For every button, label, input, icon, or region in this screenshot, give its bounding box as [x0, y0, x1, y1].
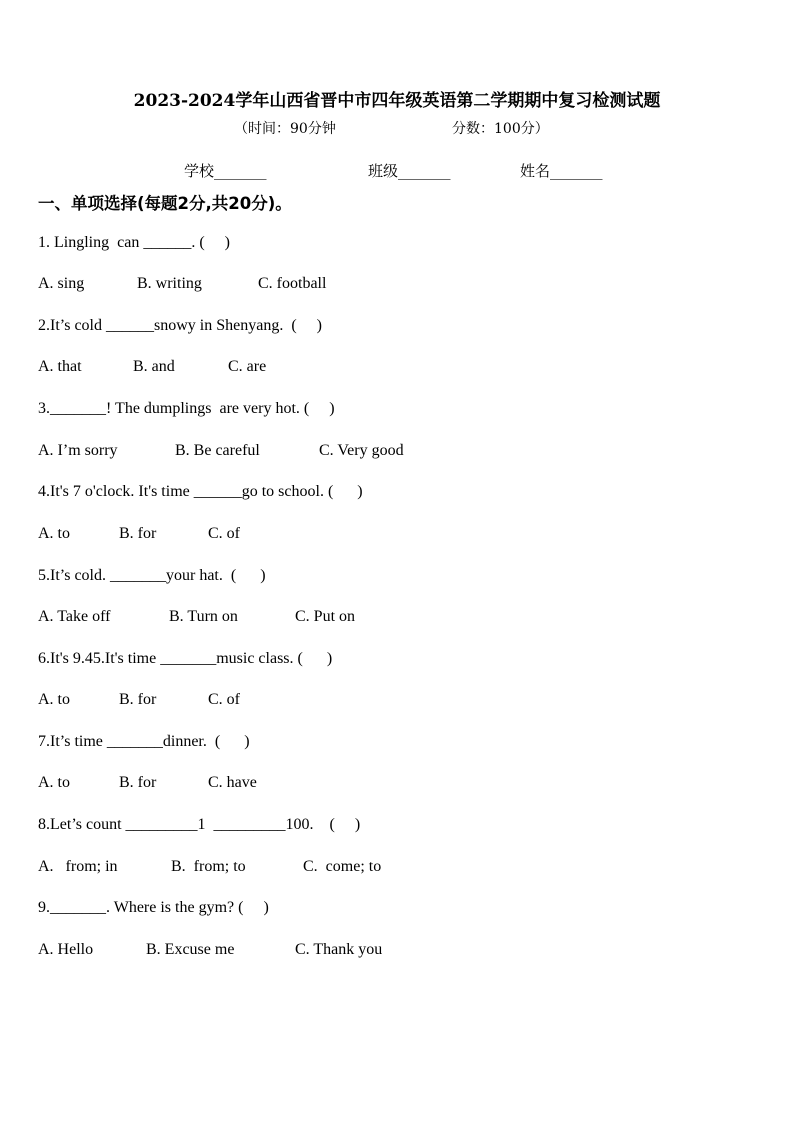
- options-8: [38, 858, 538, 880]
- option-b: B. Excuse me: [146, 941, 235, 958]
- options-3: [38, 442, 538, 464]
- option-a: A. to: [38, 525, 70, 542]
- question-7: 7.It’s time _______dinner. ( ): [38, 733, 250, 750]
- question-5: 5.It’s cold. _______your hat. ( ): [38, 567, 266, 584]
- options-1: [38, 275, 538, 297]
- question-8: 8.Let’s count _________1 _________100. ( ): [38, 816, 361, 833]
- option-c: C. Put on: [295, 608, 356, 625]
- option-b: B. for: [119, 691, 157, 708]
- options-5: [38, 608, 538, 630]
- option-a: A. Take off: [38, 608, 111, 625]
- options-4: [38, 525, 538, 547]
- question-2: 2.It’s cold ______snowy in Shenyang. ( ): [38, 317, 322, 334]
- options-7: [38, 774, 538, 796]
- option-a: A. Hello: [38, 941, 94, 958]
- option-c: C. have: [208, 774, 257, 791]
- section-heading: 一、单项选择(每题2分,共20分)。: [38, 194, 292, 213]
- school-field: 学校_______: [184, 162, 267, 180]
- option-b: B. Be careful: [175, 442, 260, 459]
- option-b: B. from; to: [171, 858, 246, 875]
- option-c: C. Thank you: [295, 941, 383, 958]
- option-a: A. I’m sorry: [38, 442, 118, 459]
- option-a: A. to: [38, 774, 70, 791]
- question-6: 6.It's 9.45.It's time _______music class. ( ): [38, 650, 333, 667]
- option-a: A. that: [38, 358, 82, 375]
- option-c: C. Very good: [319, 442, 404, 459]
- options-6: [38, 691, 538, 713]
- question-9: 9._______. Where is the gym? ( ): [38, 899, 269, 916]
- option-b: B. Turn on: [169, 608, 238, 625]
- exam-time: （时间：90分钟: [234, 121, 336, 137]
- option-b: B. for: [119, 774, 157, 791]
- class-field: 班级_______: [368, 162, 451, 180]
- question-4: 4.It's 7 o'clock. It's time ______go to school. ( ): [38, 483, 363, 500]
- options-2: [38, 358, 538, 380]
- option-a: A. to: [38, 691, 70, 708]
- question-1: 1. Lingling can ______. ( ): [38, 234, 230, 251]
- exam-title: 2023-2024学年山西省晋中市四年级英语第二学期期中复习检测试题: [133, 91, 661, 111]
- option-c: C. come; to: [303, 858, 382, 875]
- option-c: C. of: [208, 525, 240, 542]
- question-3: 3._______! The dumplings are very hot. ( ): [38, 400, 335, 417]
- option-a: A. from; in: [38, 858, 118, 875]
- option-c: C. are: [228, 358, 267, 375]
- option-b: B. and: [133, 358, 175, 375]
- name-field: 姓名_______: [520, 162, 603, 180]
- option-c: C. of: [208, 691, 240, 708]
- option-b: B. writing: [137, 275, 202, 292]
- options-9: [38, 941, 538, 963]
- option-a: A. sing: [38, 275, 85, 292]
- option-c: C. football: [258, 275, 327, 292]
- option-b: B. for: [119, 525, 157, 542]
- exam-score: 分数：100分）: [452, 121, 549, 137]
